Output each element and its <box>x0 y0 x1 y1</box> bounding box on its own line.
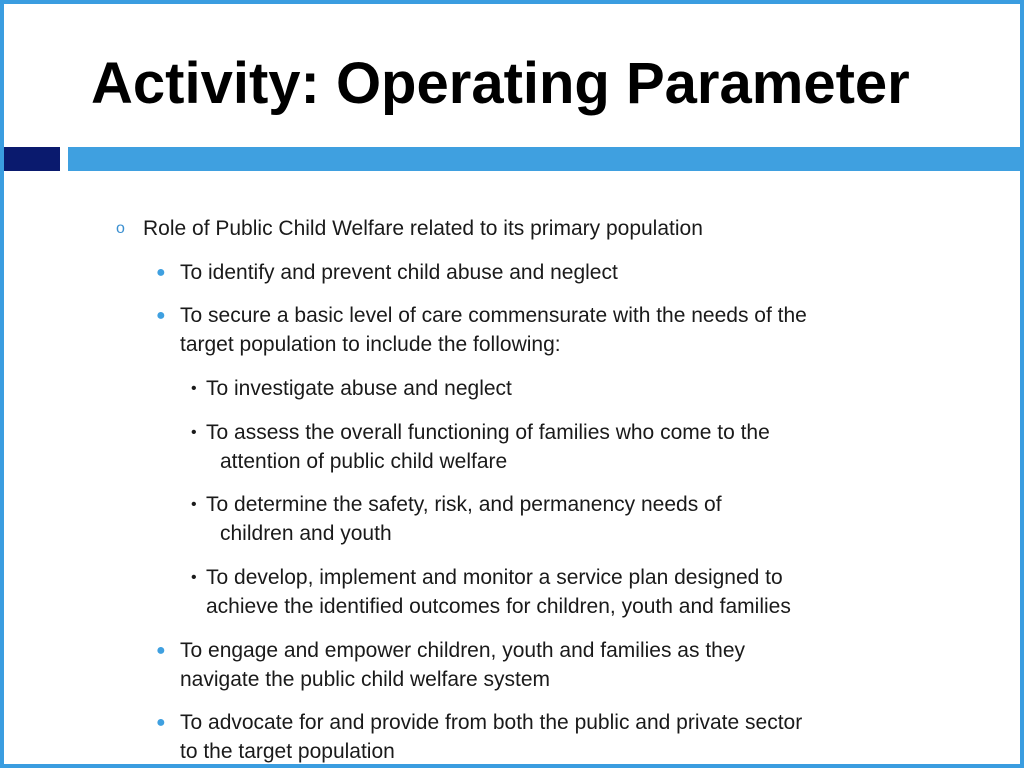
list-item-text: To investigate abuse and neglect <box>206 377 512 400</box>
dot-bullet-icon: ● <box>156 714 166 731</box>
circle-bullet-icon: o <box>116 220 125 237</box>
list-item-text-line2: navigate the public child welfare system <box>180 668 551 691</box>
list-item-text-line2: to the target population <box>180 740 395 763</box>
small-bullet-icon: • <box>191 424 197 441</box>
list-item-text-line1: To advocate for and provide from both the public and private sector <box>180 711 803 734</box>
list-item-text: Role of Public Child Welfare related to its primary population <box>143 217 703 240</box>
list-item-text-line1: To develop, implement and monitor a service plan designed to <box>206 566 783 589</box>
list-item-level3 <box>191 563 791 621</box>
small-bullet-icon: • <box>191 496 197 513</box>
list-item-text-line1: To determine the safety, risk, and permanency needs of <box>206 493 722 516</box>
slide-title: Activity: Operating Parameter <box>91 51 910 116</box>
list-item-text-line1: To assess the overall functioning of families who come to the <box>206 421 770 444</box>
dot-bullet-icon: ● <box>156 264 166 281</box>
small-bullet-icon: • <box>191 569 197 586</box>
list-item-text-line2: target population to include the following: <box>180 333 561 356</box>
list-item-text-line1: To secure a basic level of care commensurate with the needs of the <box>180 304 807 327</box>
list-item-text-line2: children and youth <box>220 522 392 545</box>
list-item-level2 <box>156 301 807 359</box>
dot-bullet-icon: ● <box>156 307 166 324</box>
list-item-text-line1: To engage and empower children, youth and families as they <box>180 639 746 662</box>
list-item-text: To identify and prevent child abuse and neglect <box>180 261 618 284</box>
list-item-level2 <box>156 258 618 287</box>
small-bullet-icon: • <box>191 380 197 397</box>
list-item-level2 <box>156 636 745 694</box>
dot-bullet-icon: ● <box>156 642 166 659</box>
list-item-level3 <box>191 374 512 403</box>
list-item-text-line2: attention of public child welfare <box>220 450 508 473</box>
list-item-level3 <box>191 418 770 476</box>
list-item-level2 <box>156 708 802 766</box>
slide-content <box>4 4 1020 764</box>
list-item-level3 <box>191 490 722 548</box>
list-item-text-line2: achieve the identified outcomes for children, youth and families <box>206 595 791 618</box>
list-item-level1 <box>116 214 703 243</box>
